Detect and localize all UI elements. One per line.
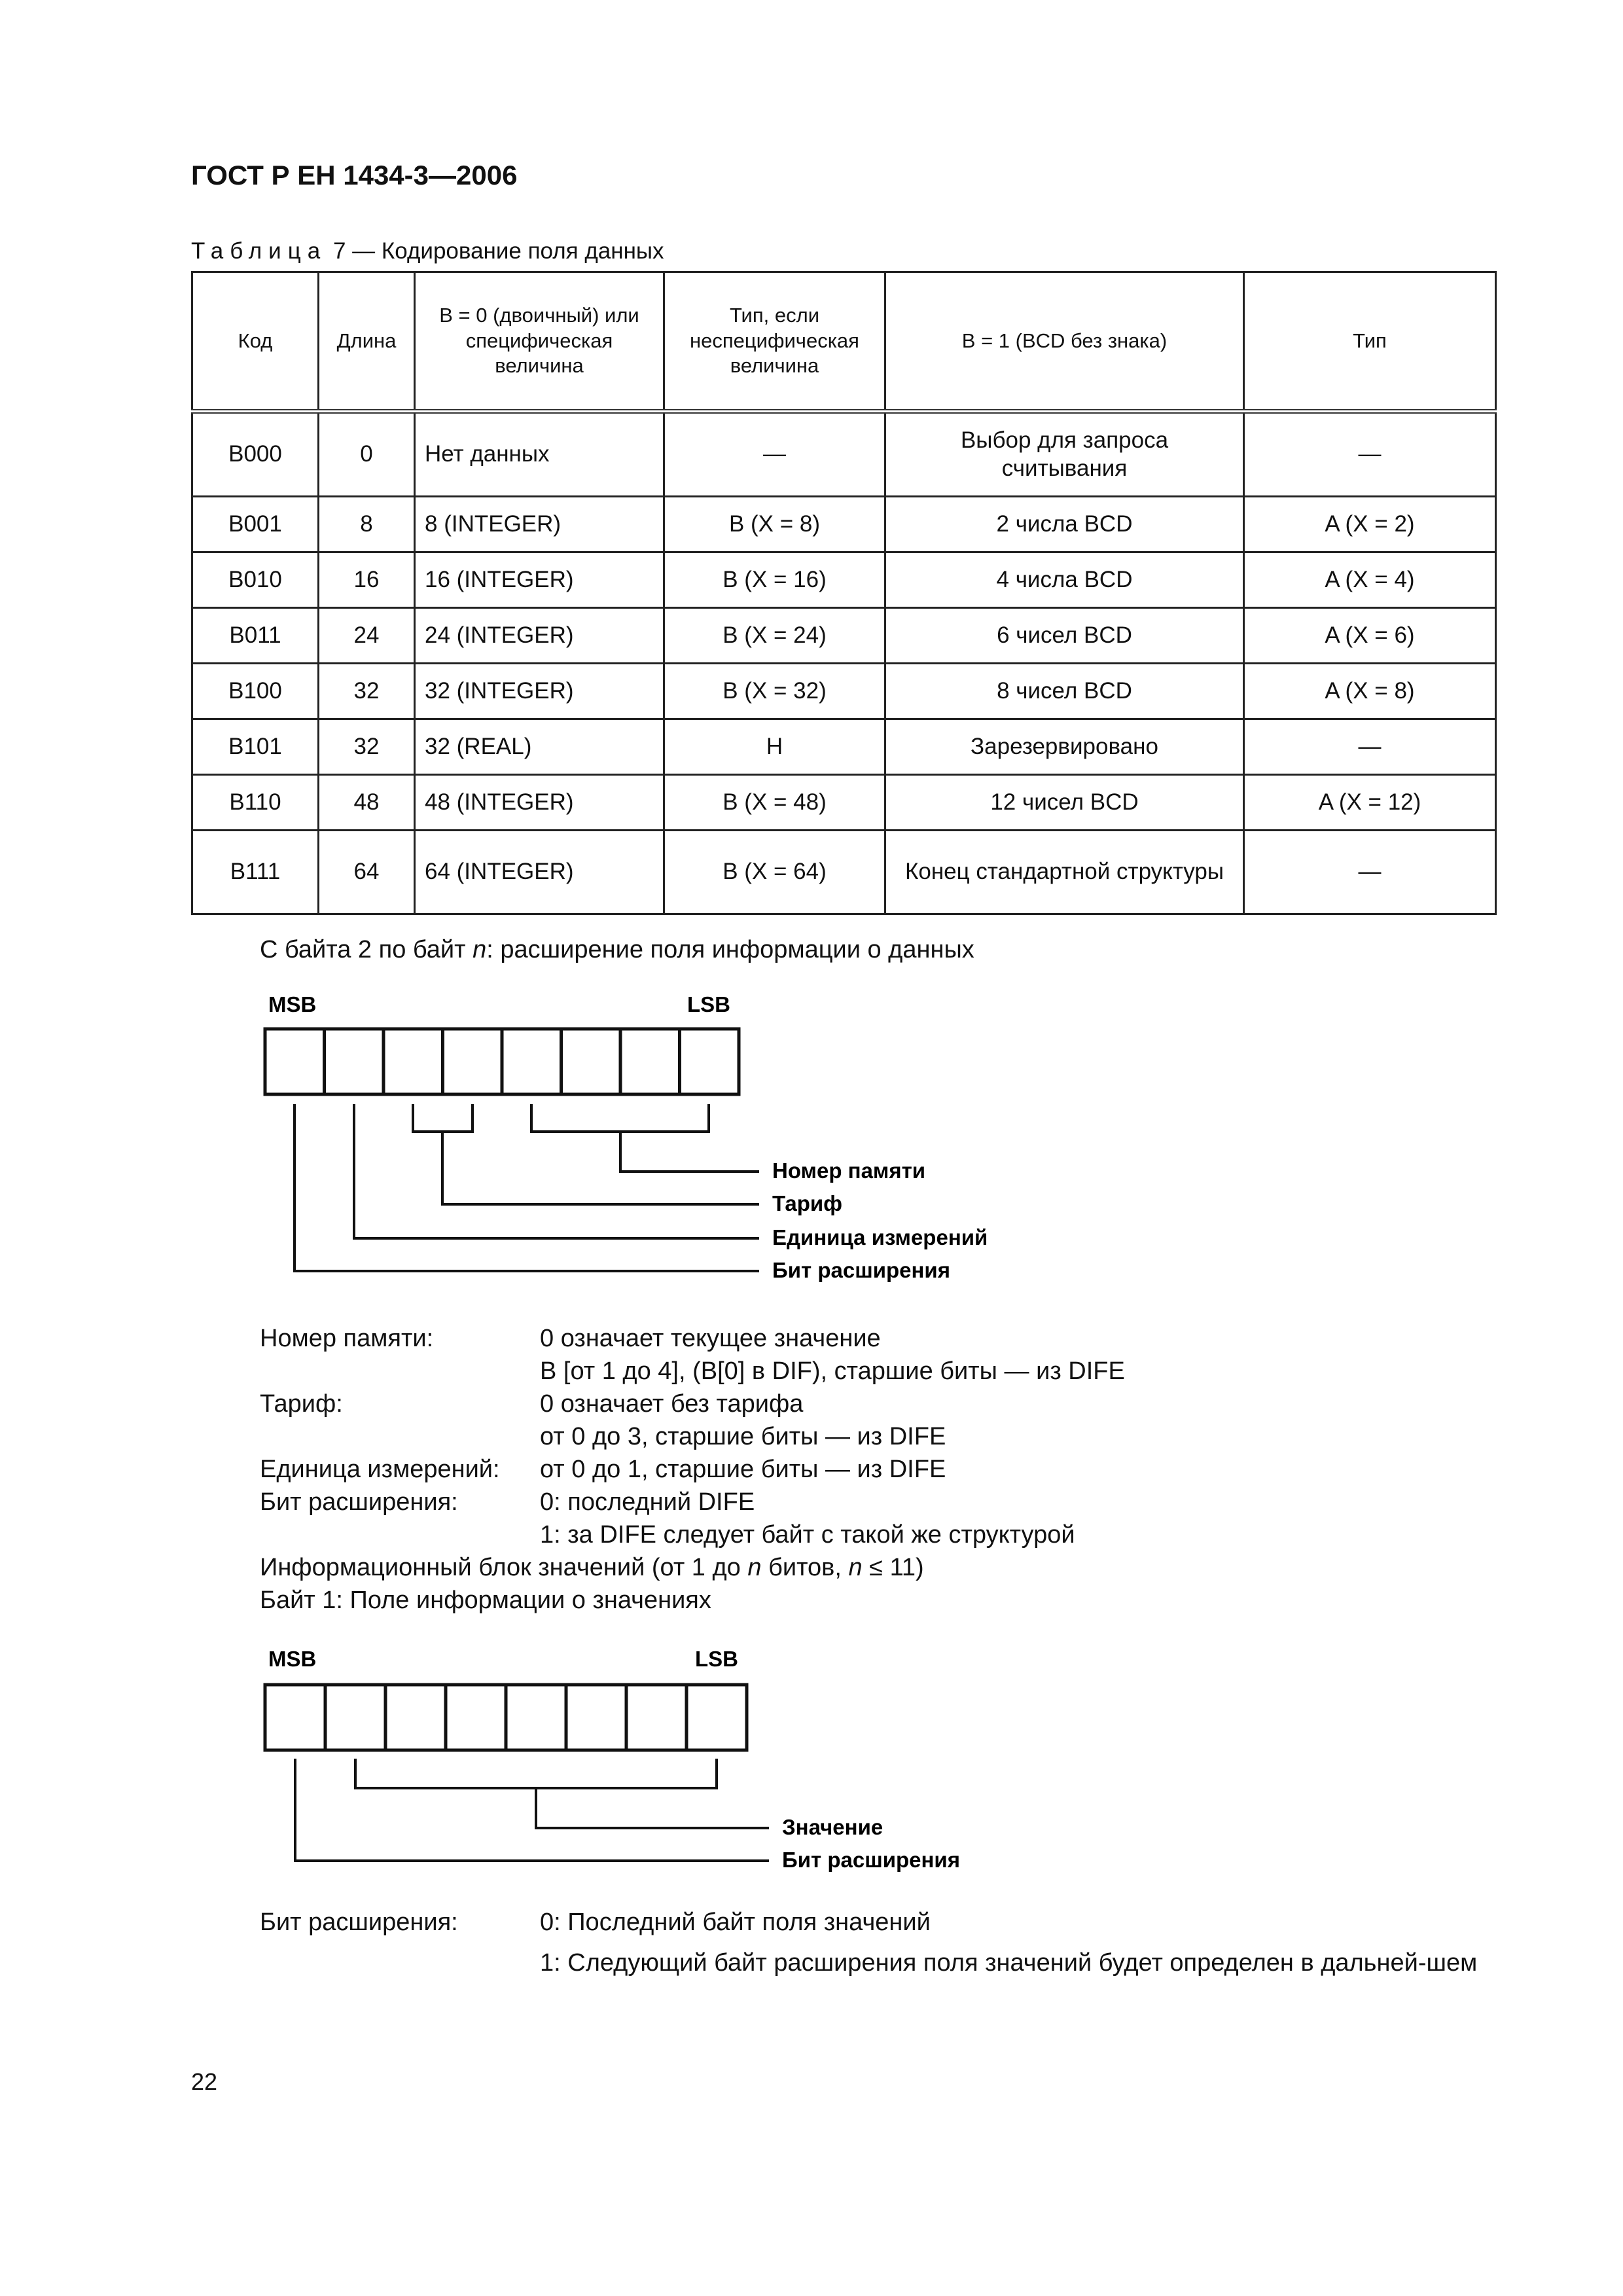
table-cell: Выбор для запроса считывания	[885, 412, 1244, 497]
table-cell: B111	[192, 831, 319, 914]
table-header-row	[192, 272, 1496, 412]
table-cell: 0	[319, 412, 415, 497]
dife-intro	[260, 936, 974, 964]
definition-desc: от 0 до 3, старшие биты — из DIFE	[540, 1423, 946, 1450]
definition-term	[260, 1355, 540, 1388]
table-cell: A (X = 4)	[1244, 552, 1496, 608]
table-cell: B (X = 24)	[664, 608, 885, 664]
definition-desc: 0: последний DIFE	[540, 1488, 755, 1516]
column-header: Тип	[1244, 272, 1496, 412]
table-cell: B011	[192, 608, 319, 664]
table-cell: —	[1244, 831, 1496, 914]
definition-desc: 0 означает без тарифа	[540, 1390, 804, 1418]
definition-desc: 0 означает текущее значение	[540, 1325, 881, 1352]
table-cell: 32	[319, 719, 415, 775]
table-caption-label: Таблица	[191, 238, 327, 264]
definition-row	[260, 1518, 1125, 1551]
table-cell: B100	[192, 664, 319, 719]
definition-desc: 1: Следующий байт расширения поля значений будет определен в дальней-шем	[540, 1949, 1478, 1977]
definition-term-empty	[260, 1946, 540, 1979]
definition-row	[260, 1453, 1125, 1486]
table-cell: 32 (REAL)	[415, 719, 664, 775]
table-cell: 64	[319, 831, 415, 914]
vib-byte1: Байт 1: Поле информации о значениях	[260, 1587, 711, 1614]
vib-line-var: n	[747, 1554, 762, 1581]
dife-intro-var: n	[473, 936, 487, 963]
definition-term	[260, 1420, 540, 1453]
column-header: Код	[192, 272, 319, 412]
table-cell: —	[1244, 719, 1496, 775]
table-cell: 24 (INTEGER)	[415, 608, 664, 664]
document-header: ГОСТ Р ЕН 1434-3—2006	[191, 160, 518, 190]
data-field-coding-table	[191, 271, 1497, 915]
vif-bit-diagram	[0, 1636, 1623, 1885]
table-cell: 48	[319, 775, 415, 831]
table-cell: 32 (INTEGER)	[415, 664, 664, 719]
vib-line-prefix: Информационный блок значений (от 1 до	[260, 1554, 748, 1581]
dife-bit-diagram	[0, 982, 1623, 1296]
definition-term	[260, 1518, 540, 1551]
vif-msb-label: MSB	[268, 1647, 317, 1671]
table-cell: B000	[192, 412, 319, 497]
definition-row	[260, 1420, 1125, 1453]
column-header: Длина	[319, 272, 415, 412]
dife-label-memory: Номер памяти	[772, 1158, 926, 1183]
table-row	[192, 831, 1496, 914]
table-row	[192, 608, 1496, 664]
definition-term: Номер памяти:	[260, 1325, 434, 1352]
definition-term: Бит расширения:	[260, 1909, 458, 1936]
definition-row	[260, 1906, 1507, 1939]
table-caption-text: 7 — Кодирование поля данных	[332, 238, 664, 264]
dife-msb-label: MSB	[268, 992, 317, 1016]
table-row	[192, 552, 1496, 608]
table-row	[192, 412, 1496, 497]
table-cell: 12 чисел BCD	[885, 775, 1244, 831]
dife-lsb-label: LSB	[687, 992, 730, 1016]
table-cell: A (X = 12)	[1244, 775, 1496, 831]
definition-desc: от 0 до 1, старшие биты — из DIFE	[540, 1456, 946, 1483]
definition-term: Единица измерений:	[260, 1456, 500, 1483]
table-cell: B (X = 16)	[664, 552, 885, 608]
table-cell: 8 (INTEGER)	[415, 497, 664, 552]
table-cell: A (X = 2)	[1244, 497, 1496, 552]
table-row	[192, 497, 1496, 552]
table-row	[192, 719, 1496, 775]
table-cell: 8	[319, 497, 415, 552]
page-number: 22	[191, 2068, 218, 2095]
table-caption	[191, 238, 664, 264]
table-cell: A (X = 6)	[1244, 608, 1496, 664]
table-cell: 48 (INTEGER)	[415, 775, 664, 831]
vib-line-suffix: ≤ 11)	[862, 1554, 924, 1581]
definition-row	[260, 1322, 1125, 1355]
definition-row	[260, 1388, 1125, 1420]
definition-term: Тариф:	[260, 1390, 343, 1418]
table-cell: Нет данных	[415, 412, 664, 497]
table-cell: 4 числа BCD	[885, 552, 1244, 608]
vif-label-extension: Бит расширения	[782, 1848, 960, 1872]
vib-line-var2: n	[848, 1554, 863, 1581]
table-cell: —	[664, 412, 885, 497]
table-cell: —	[1244, 412, 1496, 497]
table-cell: 8 чисел BCD	[885, 664, 1244, 719]
vif-lsb-label: LSB	[695, 1647, 738, 1671]
dife-label-unit: Единица измерений	[772, 1225, 988, 1249]
column-header: B = 1 (BCD без знака)	[885, 272, 1244, 412]
table-cell: Конец стандартной структуры	[885, 831, 1244, 914]
table-cell: 32	[319, 664, 415, 719]
extension-bit-explanation	[260, 1906, 1507, 1979]
vif-label-value: Значение	[782, 1815, 883, 1839]
definition-row	[260, 1486, 1125, 1518]
definition-desc: 0: Последний байт поля значений	[540, 1909, 931, 1936]
table-cell: Зарезервировано	[885, 719, 1244, 775]
table-cell: 2 числа BCD	[885, 497, 1244, 552]
table-cell: B (X = 8)	[664, 497, 885, 552]
dife-label-tariff: Тариф	[772, 1191, 843, 1215]
table-cell: B (X = 64)	[664, 831, 885, 914]
table-cell: 6 чисел BCD	[885, 608, 1244, 664]
table-cell: 16 (INTEGER)	[415, 552, 664, 608]
table-cell: 24	[319, 608, 415, 664]
table-cell: B101	[192, 719, 319, 775]
dife-definitions	[260, 1322, 1125, 1551]
dife-intro-prefix: С байта 2 по байт	[260, 936, 473, 963]
column-header: Тип, если неспецифическая величина	[664, 272, 885, 412]
table-cell: H	[664, 719, 885, 775]
definition-row	[260, 1355, 1125, 1388]
table-cell: B001	[192, 497, 319, 552]
table-cell: B (X = 32)	[664, 664, 885, 719]
table-cell: B110	[192, 775, 319, 831]
table-cell: 16	[319, 552, 415, 608]
table-cell: B010	[192, 552, 319, 608]
table-row	[192, 775, 1496, 831]
table-cell: B (X = 48)	[664, 775, 885, 831]
dife-intro-suffix: : расширение поля информации о данных	[486, 936, 974, 963]
vib-line	[260, 1551, 924, 1584]
table-row	[192, 664, 1496, 719]
column-header: B = 0 (двоичный) или специфическая величина	[415, 272, 664, 412]
table-cell: 64 (INTEGER)	[415, 831, 664, 914]
dife-label-extension: Бит расширения	[772, 1258, 950, 1282]
definition-desc: 1: за DIFE следует байт с такой же структурой	[540, 1521, 1075, 1549]
definition-row	[260, 1946, 1507, 1979]
definition-term: Бит расширения:	[260, 1488, 458, 1516]
definition-desc: B [от 1 до 4], (B[0] в DIF), старшие биты — из DIFE	[540, 1357, 1125, 1385]
vib-line-mid: битов,	[761, 1554, 849, 1581]
table-cell: A (X = 8)	[1244, 664, 1496, 719]
